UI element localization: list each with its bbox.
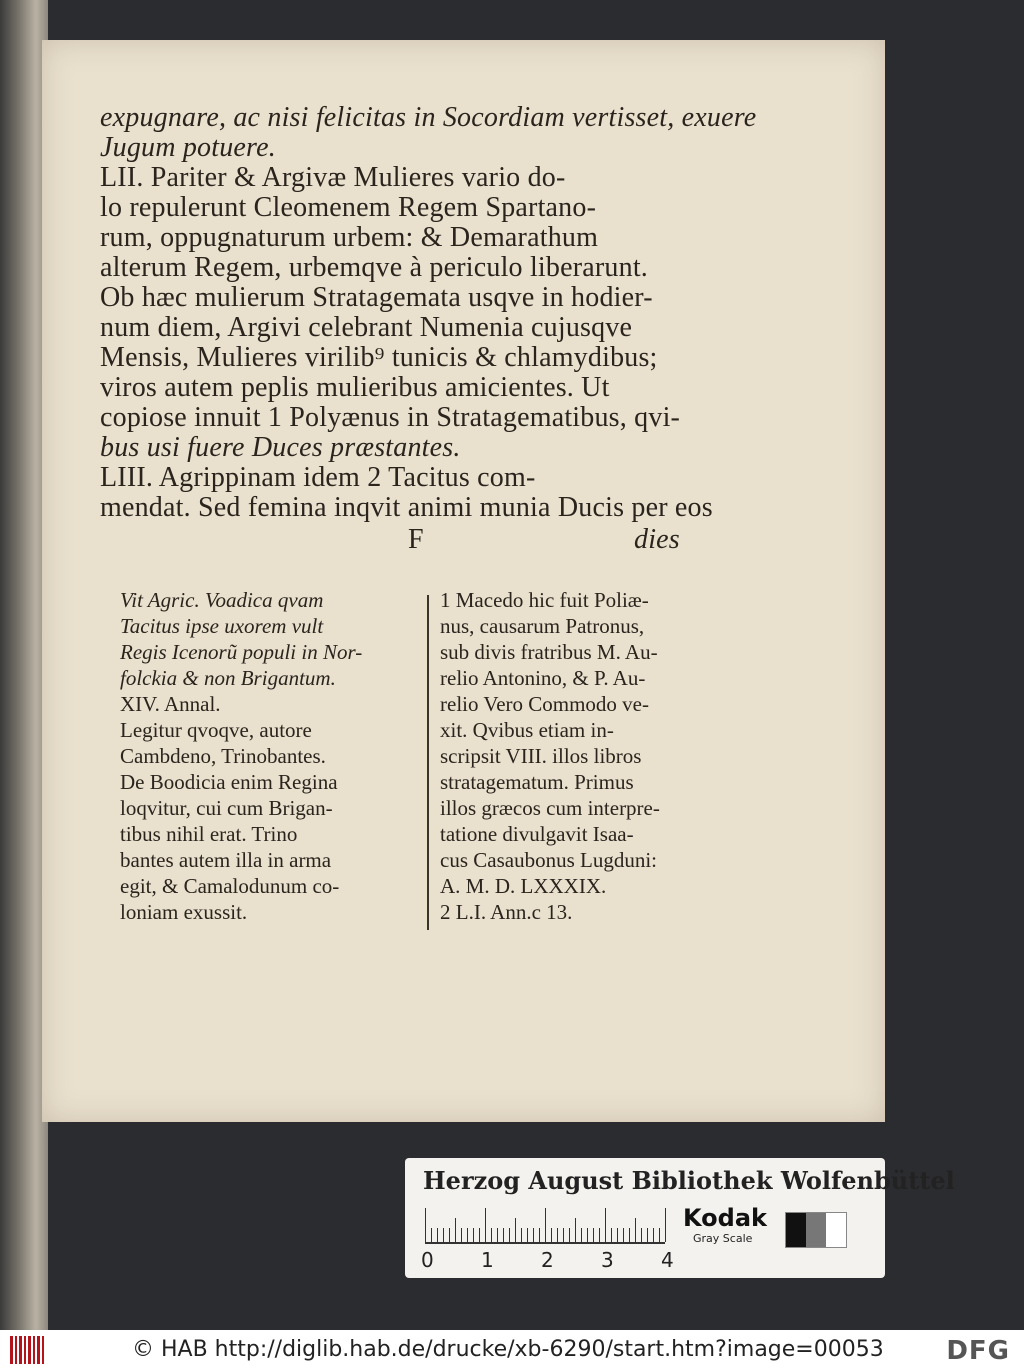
ruler-tick [425, 1208, 426, 1242]
ruler-tick [443, 1228, 444, 1242]
ruler-number: 3 [601, 1248, 614, 1272]
text-line: loniam exussit. [120, 900, 248, 924]
text-line: loqvitur, cui cum Brigan- [120, 796, 333, 820]
text-line: Legitur qvoqve, autore [120, 718, 312, 742]
ruler-tick [497, 1228, 498, 1242]
ruler-tick [629, 1228, 630, 1242]
footer-bar [0, 1330, 1024, 1371]
dfg-logo: DFG [946, 1336, 1010, 1366]
library-name: Herzog August Bibliothek Wolfenbüttel [423, 1166, 955, 1195]
ruler-tick [605, 1208, 606, 1242]
catchword: dies [634, 524, 680, 555]
signature-mark: F [408, 524, 424, 555]
ruler-tick [449, 1228, 450, 1242]
ruler-tick [665, 1208, 666, 1242]
ruler-tick [479, 1228, 480, 1242]
ruler-tick [581, 1228, 582, 1242]
ruler-tick [623, 1228, 624, 1242]
adjacent-page-edge [0, 0, 48, 1330]
text-line: expugnare, ac nisi felicitas in Socordiam vertisset, exuere [100, 102, 757, 133]
ruler-tick [467, 1228, 468, 1242]
ruler-tick [503, 1228, 504, 1242]
text-line: bantes autem illa in arma [120, 848, 332, 872]
ruler-tick [485, 1208, 486, 1242]
ruler-tick [551, 1228, 552, 1242]
ruler-tick [641, 1228, 642, 1242]
ruler-tick [491, 1228, 492, 1242]
ruler-tick [437, 1228, 438, 1242]
ruler-tick [515, 1218, 516, 1242]
text-line: XIV. Annal. [120, 692, 221, 716]
ruler-tick [647, 1228, 648, 1242]
ruler-tick [521, 1228, 522, 1242]
ruler-number: 1 [481, 1248, 494, 1272]
text-line: stratagematum. Primus [440, 770, 634, 794]
ruler-tick [569, 1228, 570, 1242]
text-line: egit, & Camalodunum co- [120, 874, 340, 898]
text-line: sub divis fratribus M. Au- [440, 640, 658, 664]
text-line: LII. Pariter & Argivæ Mulieres vario do- [100, 162, 566, 193]
ruler-tick [617, 1228, 618, 1242]
text-line: lo repulerunt Cleomenem Regem Spartano- [100, 192, 597, 223]
text-line: xit. Qvibus etiam in- [440, 718, 614, 742]
ruler-tick [563, 1228, 564, 1242]
scale-ruler [425, 1206, 665, 1244]
gray-scale-swatches [785, 1212, 847, 1248]
text-line: Cambdeno, Trinobantes. [120, 744, 326, 768]
ruler-tick [455, 1218, 456, 1242]
text-line: nus, causarum Patronus, [440, 614, 645, 638]
text-line: num diem, Argivi celebrant Numenia cujusqve [100, 312, 633, 343]
text-line: illos græcos cum interpre- [440, 796, 660, 820]
text-line: bus usi fuere Duces præstantes. [100, 432, 461, 463]
text-line: Regis Icenorũ populi in Nor- [120, 640, 363, 664]
footnote-divider [427, 595, 429, 930]
book-page [42, 40, 885, 1122]
ruler-number: 4 [661, 1248, 674, 1272]
ruler-tick [533, 1228, 534, 1242]
ruler-tick [593, 1228, 594, 1242]
text-line: Jugum potuere. [100, 132, 276, 163]
text-line: tatione divulgavit Isaa- [440, 822, 634, 846]
hab-logo-icon [10, 1336, 44, 1364]
ruler-tick [527, 1228, 528, 1242]
text-line: cus Casaubonus Lugduni: [440, 848, 657, 872]
ruler-tick [461, 1228, 462, 1242]
text-line: Ob hæc mulierum Stratagemata usqve in hodier- [100, 282, 653, 313]
ruler-tick [635, 1218, 636, 1242]
archive-label [405, 1158, 955, 1278]
text-line: De Boodicia enim Regina [120, 770, 338, 794]
text-line: LIII. Agrippinam idem 2 Tacitus com- [100, 462, 536, 493]
ruler-tick [539, 1228, 540, 1242]
ruler-tick [653, 1228, 654, 1242]
text-line: Tacitus ipse uxorem vult [120, 614, 324, 638]
gray-scale-label: Gray Scale [693, 1232, 753, 1245]
ruler-tick [611, 1228, 612, 1242]
ruler-tick [599, 1228, 600, 1242]
text-line: relio Antonino, & P. Au- [440, 666, 646, 690]
ruler-tick [473, 1228, 474, 1242]
text-line: relio Vero Commodo ve- [440, 692, 649, 716]
text-line: copiose innuit 1 Polyænus in Stratagematibus, qvi- [100, 402, 681, 433]
ruler-number: 0 [421, 1248, 434, 1272]
ruler-tick [509, 1228, 510, 1242]
text-line: A. M. D. LXXXIX. [440, 874, 607, 898]
text-line: Vit Agric. Voadica qvam [120, 588, 324, 612]
text-line: 2 L.I. Ann.c 13. [440, 900, 573, 924]
ruler-tick [575, 1218, 576, 1242]
ruler-number: 2 [541, 1248, 554, 1272]
text-line: mendat. Sed femina inqvit animi munia Ducis per eos [100, 492, 713, 523]
ruler-tick [545, 1208, 546, 1242]
text-line: Mensis, Mulieres virilib⁹ tunicis & chlamydibus; [100, 342, 658, 373]
ruler-tick [659, 1228, 660, 1242]
text-line: 1 Macedo hic fuit Poliæ- [440, 588, 649, 612]
text-line: alterum Regem, urbemqve à periculo liberarunt. [100, 252, 648, 283]
ruler-tick [431, 1228, 432, 1242]
text-line: tibus nihil erat. Trino [120, 822, 298, 846]
ruler-tick [557, 1228, 558, 1242]
text-line: folckia & non Brigantum. [120, 666, 336, 690]
text-line: scripsit VIII. illos libros [440, 744, 642, 768]
copyright-url[interactable]: © HAB http://diglib.hab.de/drucke/xb-6290/start.htm?image=00053 [132, 1337, 884, 1362]
text-line: viros autem peplis mulieribus amicientes. Ut [100, 372, 610, 403]
text-line: rum, oppugnaturum urbem: & Demarathum [100, 222, 599, 253]
kodak-logo: Kodak [683, 1204, 767, 1232]
ruler-tick [587, 1228, 588, 1242]
